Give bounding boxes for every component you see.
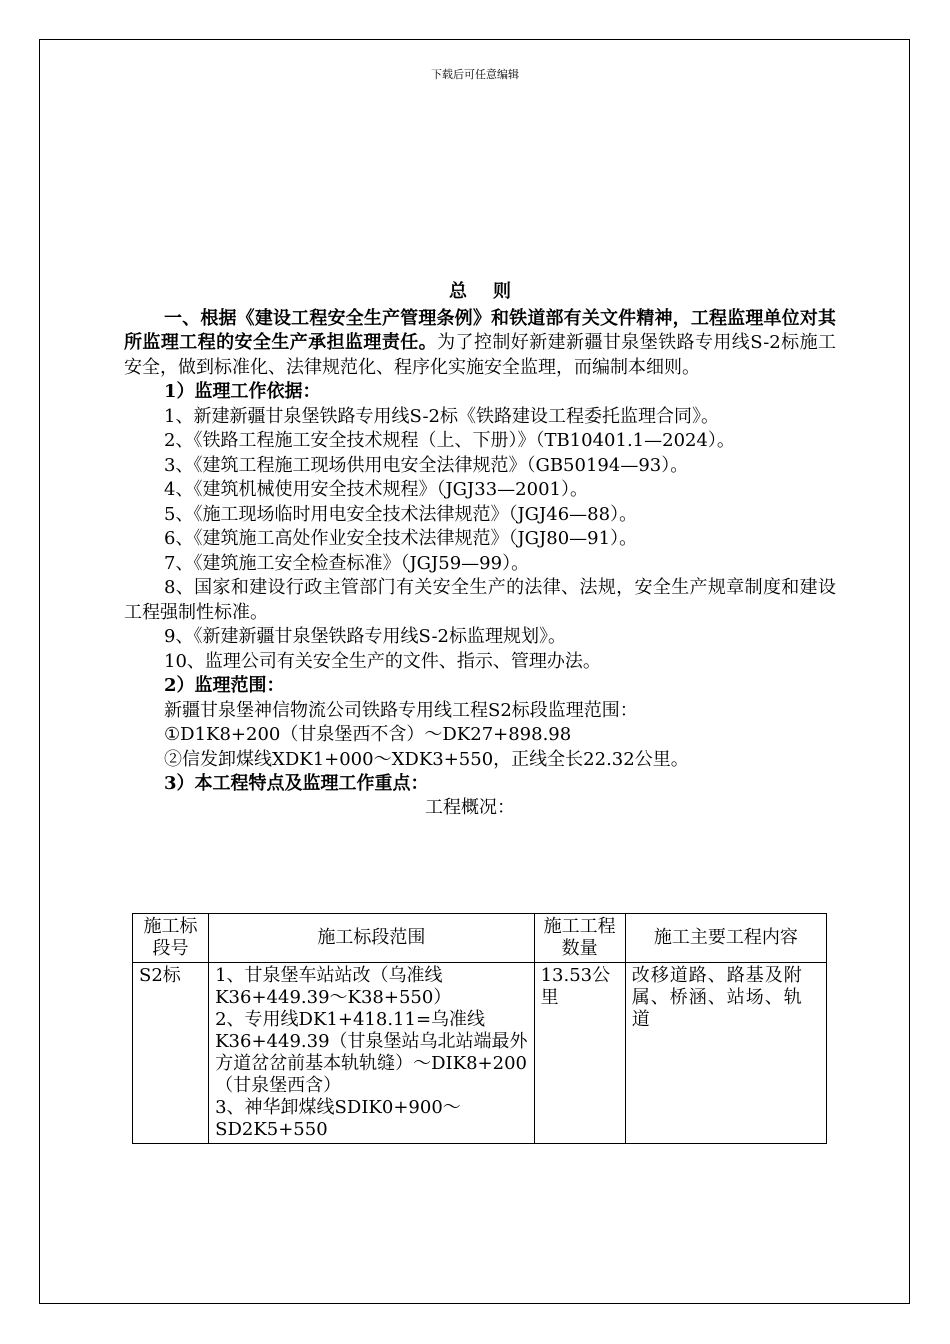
basis-item: 3、《建筑工程施工现场供用电安全法律规范》（GB50194—93）。 [164, 454, 689, 476]
basis-item: 7、《建筑施工安全检查标准》（JGJ59—99）。 [164, 552, 530, 574]
header-note: 下载后可任意编辑 [431, 68, 519, 81]
table-row [133, 963, 827, 1144]
basis-item: 1、新建新疆甘泉堡铁路专用线S-2标《铁路建设工程委托监理合同》。 [164, 405, 719, 427]
section2-heading: 2）监理范围： [164, 675, 285, 696]
scope-line: ①D1K8+200（甘泉堡西不含）～DK27+898.98 [164, 724, 572, 745]
document-title: 总则 [449, 281, 537, 302]
basis-item: 5、《施工现场临时用电安全技术法律规范》（JGJ46—88）。 [164, 503, 638, 525]
basis-item: 6、《建筑施工高处作业安全技术法律规范》（JGJ80—91）。 [164, 528, 638, 549]
cell-segment: S2标 [133, 963, 209, 1144]
basis-item: 9、《新建新疆甘泉堡铁路专用线S-2标监理规划》。 [164, 626, 566, 647]
basis-item: 2、《铁路工程施工安全技术规程（上、下册）》（TB10401.1—2024）。 [164, 430, 735, 451]
document-body [124, 280, 836, 819]
basis-item: 8、国家和建设行政主管部门有关安全生产的法律、法规，安全生产规章制度和建设工程强制性标准。 [124, 577, 836, 623]
header-range: 施工标段范围 [209, 914, 534, 963]
table-header-row [133, 914, 827, 963]
table-caption: 工程概况： [425, 796, 515, 818]
intro-paragraph [124, 307, 836, 381]
basis-item: 10、监理公司有关安全生产的文件、指示、管理办法。 [164, 650, 601, 672]
cell-content: 改移道路、路基及附属、桥涵、站场、轨道 [625, 963, 826, 1144]
basis-item: 4、《建筑机械使用安全技术规程》（JGJ33—2001）。 [164, 479, 588, 500]
section1-heading: 1）监理工作依据： [164, 381, 321, 402]
header-segment: 施工标段号 [133, 914, 209, 963]
header-content: 施工主要工程内容 [625, 914, 826, 963]
intro-bold-text: 一、根据《建设工程安全生产管理条例》和铁道部有关文件精神，工程监理单位对其所监理工程的安全生产承担监理责任。 [124, 307, 836, 353]
project-overview-table [132, 913, 827, 1144]
cell-range: 1、甘泉堡车站站改（乌准线K36+449.39～K38+550） 2、专用线DK1+418.11=乌准线K36+449.39（甘泉堡站乌北站端最外方道岔岔前基本轨轨缝）～DIK8+200（甘泉堡西含） 3、神华卸煤线SDIK0+900～SD2K5+550 [209, 963, 534, 1144]
header-quantity: 施工工程数量 [534, 914, 625, 963]
section3-heading: 3）本工程特点及监理工作重点： [164, 773, 429, 794]
scope-line: ②信发卸煤线XDK1+000～XDK3+550，正线全长22.32公里。 [164, 748, 689, 770]
intro-normal-text: 为了控制好新建新疆甘泉堡铁路专用线S-2标施工安全，做到标准化、法律规范化、程序化实施安全监理，而编制本细则。 [124, 332, 836, 378]
scope-line: 新疆甘泉堡神信物流公司铁路专用线工程S2标段监理范围： [164, 699, 638, 721]
cell-quantity: 13.53公里 [534, 963, 625, 1144]
